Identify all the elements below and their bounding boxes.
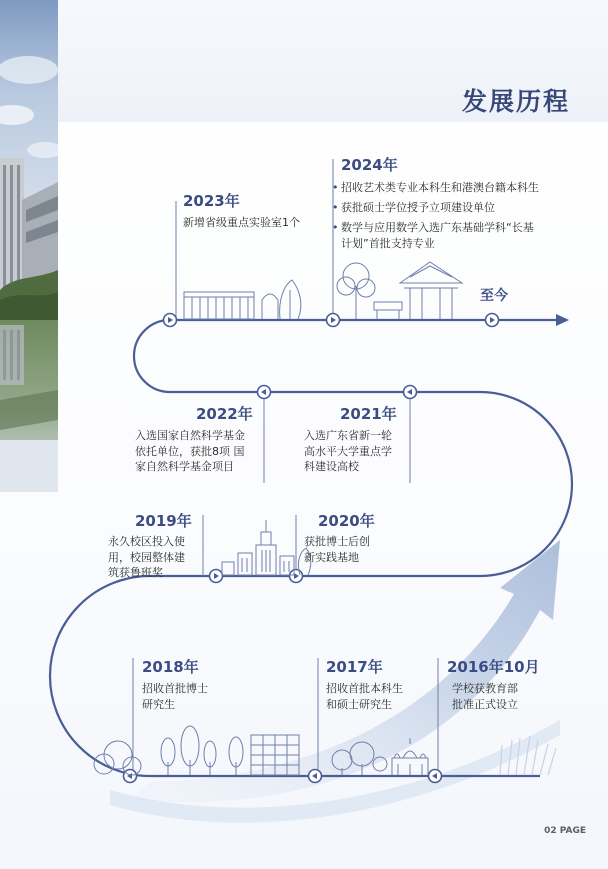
milestone-2023-year: 2023年: [183, 192, 240, 210]
milestone-2024-item-text: 获批硕士学位授予立项建设单位: [341, 201, 495, 214]
tower-skyline-icon: [222, 520, 311, 575]
milestone-2024-year: 2024年: [341, 156, 398, 174]
milestone-2024-item: [332, 200, 576, 215]
milestone-2021-desc-line: 入选广东省新一轮: [304, 429, 392, 442]
milestone-2019-desc-line: 筑获鲁班奖: [108, 566, 163, 579]
milestone-2020-desc-line: 获批博士后创: [304, 535, 370, 548]
milestone-2017-desc-line: 和硕士研究生: [326, 697, 392, 711]
milestone-2016-desc-line: 批准正式设立: [452, 697, 518, 711]
bullet-icon: •: [332, 201, 339, 214]
milestone-2022-desc-line: 依托单位，获批8项 国: [135, 444, 245, 458]
milestone-2017-year: 2017年: [326, 658, 383, 676]
milestone-2020-desc-line: 新实践基地: [304, 550, 359, 564]
milestone-2017-desc-line: 招收首批本科生: [326, 682, 403, 695]
milestone-2019-desc-line: 永久校区投入使: [108, 535, 185, 548]
milestone-2022-desc-line: 入选国家自然科学基金: [135, 429, 245, 442]
arrowhead-icon: [556, 314, 569, 326]
milestone-2020-year: 2020年: [318, 512, 375, 530]
milestone-2019-year: 2019年: [135, 512, 192, 530]
milestone-2024-item-cont: 计划”首批支持专业: [341, 237, 435, 250]
pavilion-icon: [337, 262, 462, 319]
page-number: 02 PAGE: [544, 826, 586, 836]
milestone-2019-desc-line: 用，校园整体建: [108, 550, 185, 564]
milestone-2021-year: 2021年: [340, 405, 397, 423]
milestone-2022-year: 2022年: [196, 405, 253, 423]
milestone-2016-year: 2016年10月: [447, 658, 540, 676]
end-label: 至今: [480, 288, 508, 304]
milestone-2018-desc-line: 招收首批博士: [142, 682, 208, 695]
bullet-icon: •: [332, 221, 339, 234]
milestone-2024-item: [332, 220, 576, 235]
milestone-2024-item-text: 数学与应用数学入选广东基础学科“长基: [341, 221, 534, 234]
milestone-2016-desc-line: 学校获教育部: [452, 682, 518, 695]
milestone-2024-item: [332, 180, 576, 195]
milestone-2023-desc: 新增省级重点实验室1个: [183, 216, 300, 229]
milestone-2021-desc-line: 高水平大学重点学: [304, 444, 392, 458]
milestone-2022-desc-line: 家自然科学基金项目: [135, 460, 234, 473]
milestone-2021-desc-line: 科建设高校: [304, 460, 359, 473]
milestone-2018-year: 2018年: [142, 658, 199, 676]
bullet-icon: •: [332, 181, 339, 194]
milestone-2018-desc-line: 研究生: [142, 697, 175, 711]
section-title: 发展历程: [461, 87, 570, 116]
milestone-2024-item-text: 招收艺术类专业本科生和港澳台籍本科生: [341, 181, 539, 194]
lab-building-icon: [184, 280, 301, 319]
